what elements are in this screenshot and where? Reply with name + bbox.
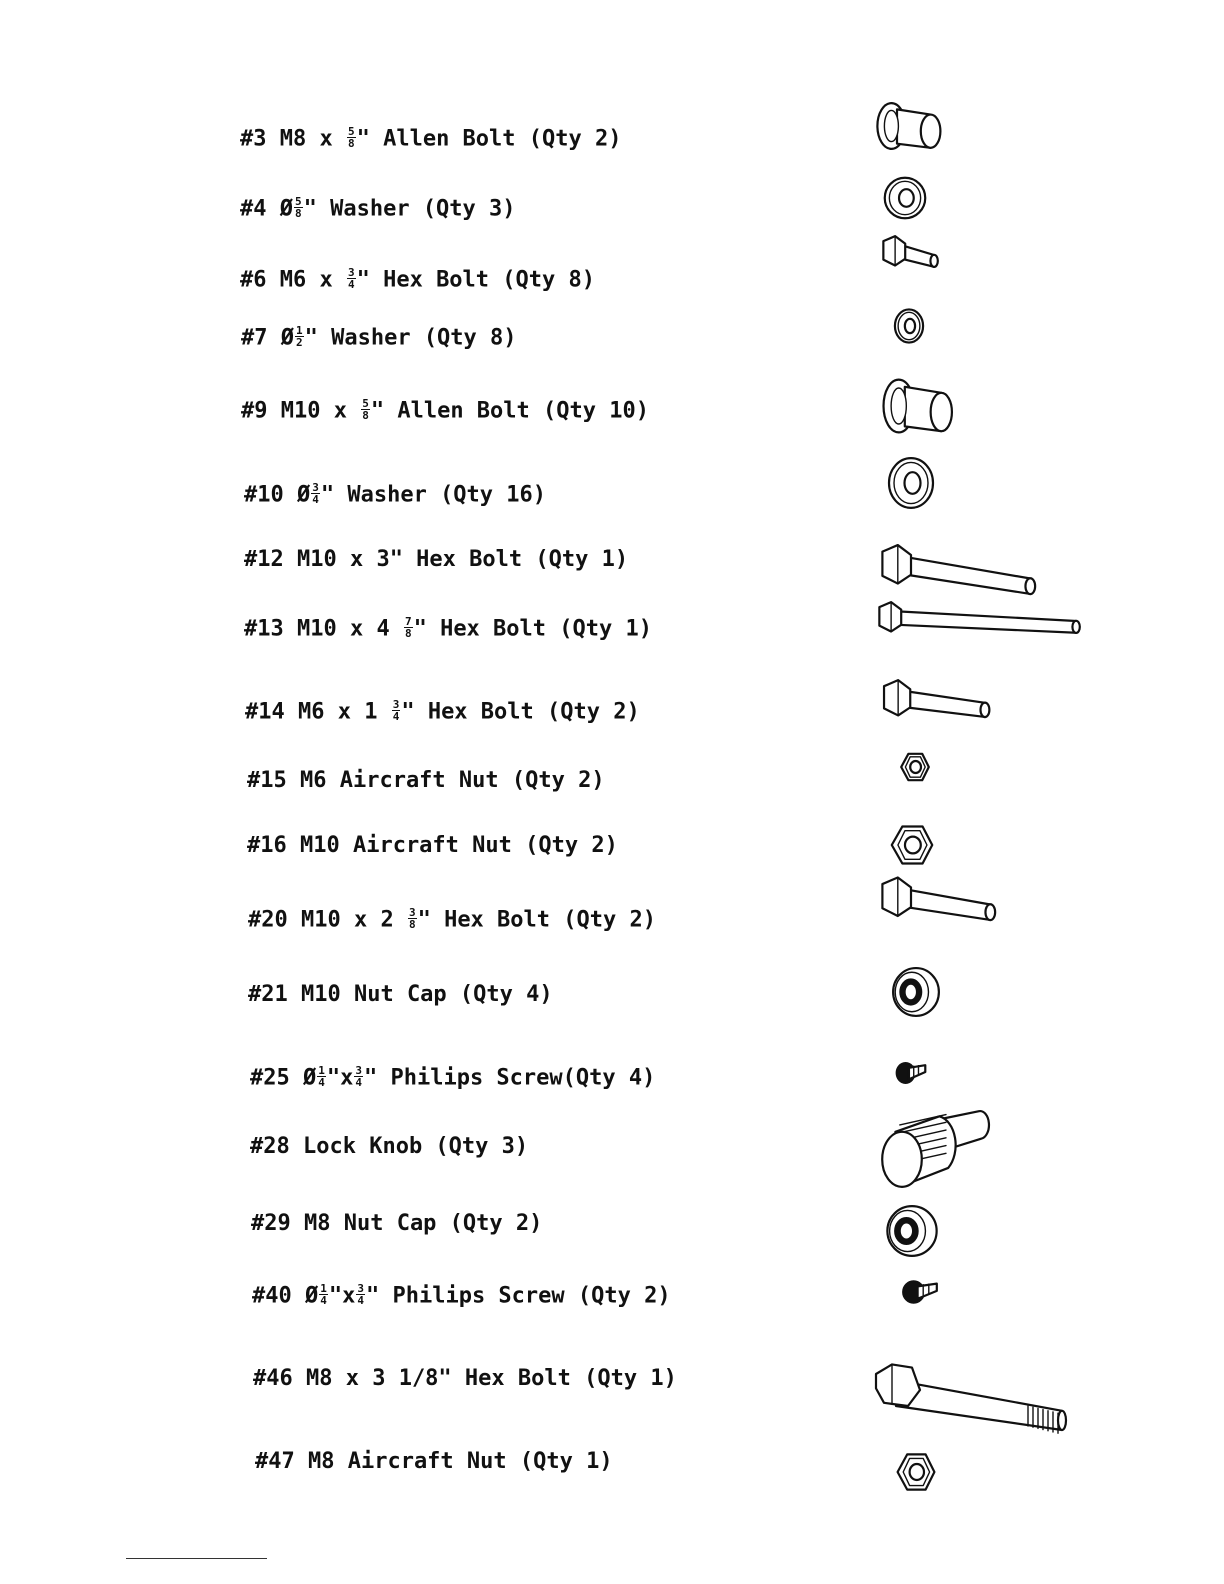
- fraction: $\frac{3}{4}$: [347, 266, 355, 291]
- fraction: $\frac{3}{8}$: [408, 906, 416, 931]
- part-label: #25 Ø $\frac{1}{4}$ "x $\frac{3}{4}$ " Philips Screw(Qty 4): [250, 1064, 656, 1091]
- washer-icon: [882, 176, 928, 220]
- threaded-hex-bolt-icon: [872, 1358, 1072, 1438]
- fraction: $\frac{3}{4}$: [392, 698, 400, 723]
- footer-rule: [126, 1558, 267, 1559]
- part-label: #6 M6 x $\frac{3}{4}$ " Hex Bolt (Qty 8): [240, 266, 596, 293]
- fraction: $\frac{1}{4}$: [318, 1064, 325, 1089]
- part-label: #29 M8 Nut Cap (Qty 2): [251, 1211, 543, 1236]
- part-label: #47 M8 Aircraft Nut (Qty 1): [255, 1449, 613, 1474]
- washer-icon: [893, 308, 925, 344]
- part-label: #13 M10 x 4 $\frac{7}{8}$ " Hex Bolt (Qty 1): [244, 615, 652, 642]
- fraction: $\frac{1}{4}$: [320, 1282, 327, 1307]
- part-label: #12 M10 x 3" Hex Bolt (Qty 1): [244, 547, 629, 572]
- hex-nut-icon: [896, 1452, 936, 1492]
- part-label: #7 Ø $\frac{1}{2}$ " Washer (Qty 8): [241, 324, 517, 351]
- part-label: #21 M10 Nut Cap (Qty 4): [248, 982, 553, 1007]
- fraction: $\frac{5}{8}$: [362, 397, 369, 422]
- lock-knob-icon: [880, 1106, 990, 1192]
- allen-bolt-icon: [882, 376, 958, 436]
- part-label: #10 Ø $\frac{3}{4}$ " Washer (Qty 16): [244, 481, 547, 508]
- hex-bolt-icon: [878, 876, 998, 932]
- fraction: $\frac{3}{4}$: [357, 1282, 364, 1307]
- screw-icon: [900, 1278, 940, 1306]
- fraction: $\frac{7}{8}$: [404, 615, 412, 640]
- part-label: #15 M6 Aircraft Nut (Qty 2): [247, 768, 605, 793]
- part-label: #14 M6 x 1 $\frac{3}{4}$ " Hex Bolt (Qty 2): [245, 698, 640, 725]
- fraction: $\frac{3}{4}$: [355, 1064, 362, 1089]
- hex-bolt-icon: [880, 680, 992, 728]
- part-label: #28 Lock Knob (Qty 3): [250, 1134, 529, 1159]
- washer-icon: [886, 456, 936, 510]
- part-label: #20 M10 x 2 $\frac{3}{8}$ " Hex Bolt (Qty 2): [248, 906, 656, 933]
- part-label: #3 M8 x $\frac{5}{8}$ " Allen Bolt (Qty 2): [240, 125, 622, 152]
- hex-nut-icon: [890, 824, 934, 866]
- allen-bolt-icon: [876, 100, 946, 152]
- nut-cap-icon: [884, 1204, 940, 1258]
- part-label: #9 M10 x $\frac{5}{8}$ " Allen Bolt (Qty 10): [241, 397, 649, 424]
- hex-bolt-icon: [878, 540, 1038, 606]
- nut-cap-icon: [890, 966, 942, 1018]
- fraction: $\frac{5}{8}$: [347, 125, 355, 150]
- part-label: #46 M8 x 3 1/8" Hex Bolt (Qty 1): [253, 1366, 677, 1391]
- fraction: $\frac{3}{4}$: [312, 481, 319, 506]
- screw-icon: [894, 1060, 928, 1086]
- part-label: #40 Ø $\frac{1}{4}$ "x $\frac{3}{4}$ " Philips Screw (Qty 2): [252, 1282, 671, 1309]
- hex-bolt-icon: [880, 236, 940, 276]
- part-label: #16 M10 Aircraft Nut (Qty 2): [247, 833, 618, 858]
- hex-bolt-icon: [876, 602, 1082, 642]
- hex-nut-icon: [900, 752, 930, 782]
- fraction: $\frac{5}{8}$: [294, 195, 302, 220]
- part-label: #4 Ø $\frac{5}{8}$ " Washer (Qty 3): [240, 195, 516, 222]
- fraction: $\frac{1}{2}$: [295, 324, 303, 349]
